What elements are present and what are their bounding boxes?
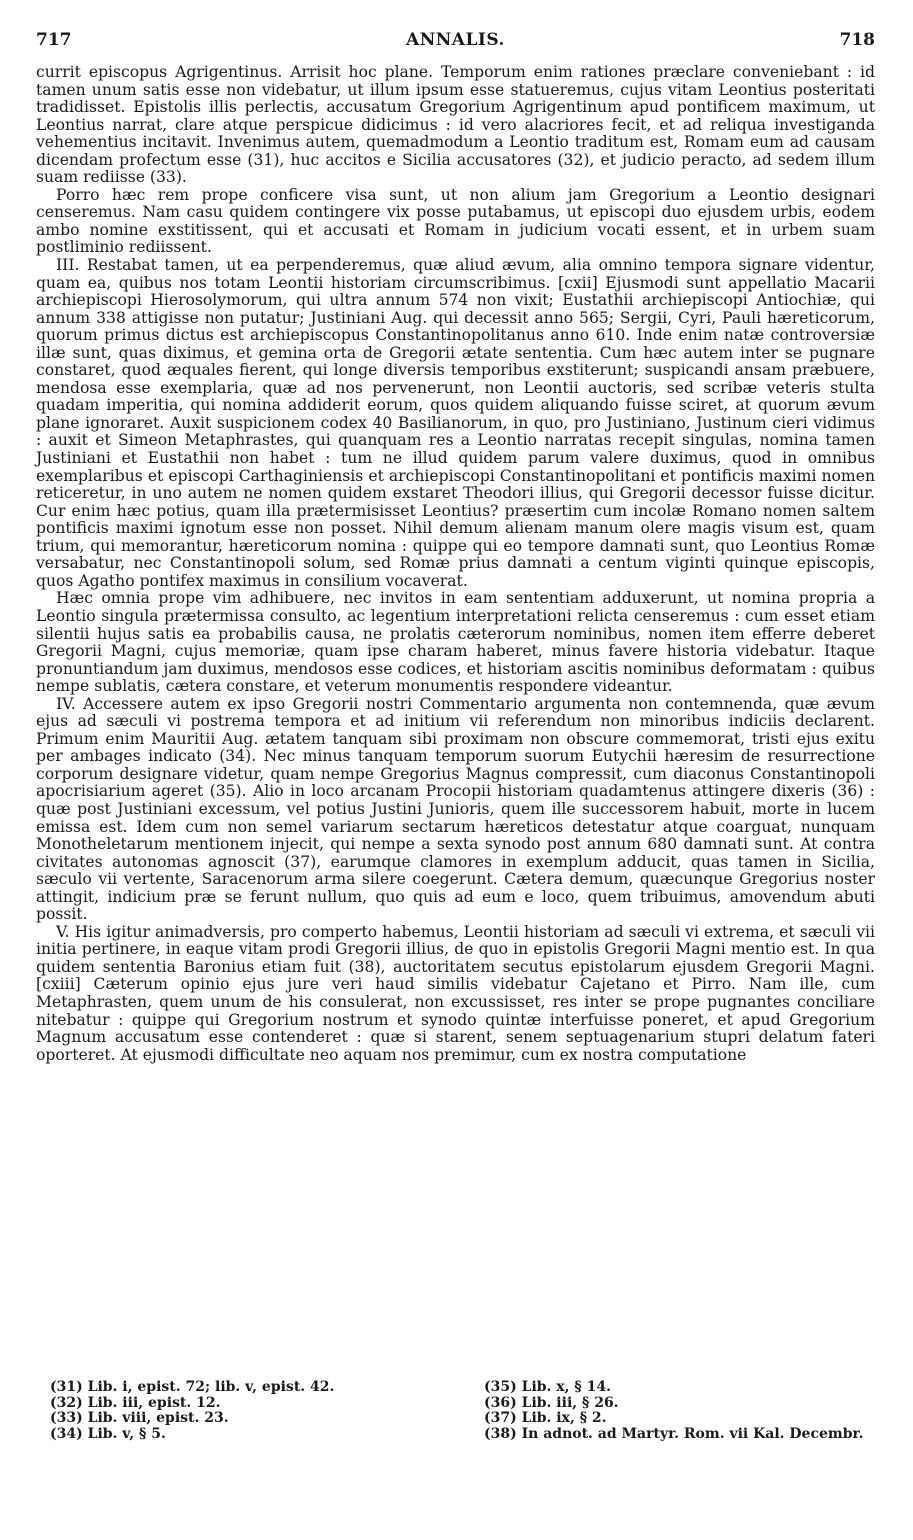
footnote-36: (36) Lib. iii, § 26.: [484, 1394, 619, 1411]
page-number-right: 718: [839, 30, 875, 50]
paragraph-continuation: currit episcopus Agrigentinus. Arrisit hoc plane. Temporum enim rationes præclare conveniebant : id tamen unum satis esse non videbatur, ut illum ipsum esse statueremus, cujus vitam Leontius posteritati tradidisset. Epistolis illis perlectis, accusatum Gregorium Agrigentinum apud pontificem maximum, ut Leontius narrat, clare atque perspicue didicimus : id vero alacriores fecit, et ad reliqua investiganda vehementius incitavit. Invenimus autem, quemadmodum a Leontio traditum est, Romam eum ad causam dicendam profectum esse (31), huc accitos e Sicilia accusatores (32), et judicio peracto, ad sedem illum suam rediisse (33).: [36, 63, 875, 187]
footnote-35: (35) Lib. x, § 14.: [484, 1379, 611, 1395]
footnote-38: (38) In adnot. ad Martyr. Rom. vii Kal. Decembr.: [484, 1425, 864, 1442]
footnote-33: (33) Lib. viii, epist. 23.: [50, 1410, 229, 1427]
running-title: ANNALIS.: [406, 30, 505, 50]
paragraph-section-3: III. Restabat tamen, ut ea perpenderemus, quæ aliud ævum, alia omnino tempora signare videntur, quam ea, quibus nos totam Leontii historiam circumscribimus. [cxii] Ejusmodi sunt appellatio Macarii archiepiscopi Hierosolymorum, qui ultra annum 574 non vixit; Eustathii archiepiscopi Antiochiæ, qui annum 338 attigisse non putatur; Justiniani Aug. qui decessit anno 565; Sergii, Cyri, Pauli hæreticorum, quorum primus dictus est archiepiscopus Constantinopolitanus anno 610. Inde enim natæ controversiæ illæ sunt, quas diximus, et gemina orta de Gregorii ætate sententia. Cum hæc autem inter se pugnare constaret, quod æquales fierent, qui longe diversis temporibus exstiterunt; suspicandi ansam præbuere, mendosa esse exemplaria, quæ ad nos pervenerunt, non Leontii auctoris, sed scribæ veteris stulta quadam imperitia, qui nomina addiderit eorum, quos quidem aliquando fuisse sciret, at quorum ævum plane ignoraret. Auxit suspicionem codex 40 Basilianorum, in quo, pro Justiniano, Justinum cieri vidimus : auxit et Simeon Metaphrastes, qui quanquam res a Leontio narratas recepit singulas, nomina tamen Justiniani et Eustathii non habet : tum ne illud quidem parum valere duximus, quod in omnibus exemplaribus et episcopi Carthaginiensis et archiepiscopi Constantinopolitani et pontificis maximi nomen reticeretur, in uno autem ne nomen quidem exstaret Theodori illius, qui Gregorii decessor fuisse dicitur. Cur enim hæc potius, quam illa prætermisisset Leontius? præsertim cum incolæ Romano nomen saltem pontificis maximi ignotum esse non posset. Nihil demum alienam manum olere magis visum est, quam trium, qui memorantur, hæreticorum nomina : quippe qui eo tempore damnati sunt, quo Leontius Romæ versabatur, nec Constantinopoli solum, sed Romæ prius damnati a centum viginti quinque episcopis, quos Agatho pontifex maximus in consilium vocaverat.: [36, 256, 875, 590]
footnote-32: (32) Lib. iii, epist. 12.: [50, 1394, 221, 1411]
footnotes-right-column: [484, 1380, 894, 1442]
footnote-31: (31) Lib. i, epist. 72; lib. v, epist. 42.: [50, 1379, 335, 1395]
footnote-34: (34) Lib. v, § 5.: [50, 1425, 166, 1442]
page-number-left: 717: [36, 30, 72, 50]
footnote-37: (37) Lib. ix, § 2.: [484, 1410, 607, 1427]
paragraph: Hæc omnia prope vim adhibuere, nec invitos in eam sententiam adduxerunt, ut nomina propria a Leontio singula prætermissa consulto, ac legentium interpretationi relicta censeremus : cum esset etiam silentii hujus satis ea probabilis causa, ne prolatis cæterorum nominibus, nomen item efferre deberet Gregorii Magni, cujus memoriæ, quam ipse charam haberet, minus favere historia videbatur. Itaque pronuntiandum jam duximus, mendosos esse codices, et historiam ascitis nominibus deformatam : quibus nempe sublatis, cætera constare, et veterum monumentis respondere videantur.: [36, 589, 875, 696]
body-text: [36, 64, 875, 1064]
paragraph-section-5: V. His igitur animadversis, pro comperto habemus, Leontii historiam ad sæculi vi extrema, et sæculi vii initia pertinere, in eaque vitam prodi Gregorii illius, de quo in epistolis Gregorii Magni mentio est. In qua quidem sententia Baronius etiam fuit (38), auctoritatem secutus epistolarum ejusdem Gregorii Magni. [cxiii] Cæterum opinio ejus jure veri haud similis videbatur Cajetano et Pirro. Nam ille, cum Metaphrasten, quem unum de his consulerat, non excussisset, res inter se prope pugnantes conciliare nitebatur : quippe qui Gregorium nostrum et synodo quintæ interfuisse poneret, et apud Gregorium Magnum accusatum esse contenderet : quæ si starent, senem septuagenarium stupri delatum fateri oporteret. At ejusmodi difficultate neo aquam nos premimur, cum ex nostra computatione: [36, 922, 875, 1064]
page-header: [36, 30, 875, 58]
paragraph: Porro hæc rem prope conficere visa sunt, ut non alium jam Gregorium a Leontio designari censeremus. Nam casu quidem contingere vix posse putabamus, ut episcopi duo ejusdem urbis, eodem ambo nomine exstitissent, qui et accusati et Romam in judicium vocati essent, et in urbem suam postliminio rediissent.: [36, 185, 875, 257]
footnotes-left-column: [50, 1380, 460, 1442]
paragraph-section-4: IV. Accessere autem ex ipso Gregorii nostri Commentario argumenta non contemnenda, quæ ævum ejus ad sæculi vi postrema tempora et ad initium vii referendum non minoribus indiciis declarent. Primum enim Mauritii Aug. ætatem tanquam sibi proximam non obscure commemorat, tristi ejus exitu per ambages indicato (34). Nec minus tanquam temporum suorum Eutychii hæresim de resurrectione corporum designare videtur, quam nempe Gregorius Magnus compressit, cum diaconus Constantinopoli apocrisiarium ageret (35). Alio in loco arcanam Procopii historiam quadamtenus attingere dixeris (36) : quæ post Justiniani excessum, vel potius Justini Junioris, quem ille successorem habuit, morte in lucem emissa est. Idem cum non semel variarum sectarum hæreticos detestatur atque coarguat, nunquam Monotheletarum mentionem injecit, qui nempe a sexta synodo post annum 680 damnati sunt. At contra civitates autonomas agnoscit (37), earumque clamores in exemplum adducit, quas tamen in Sicilia, sæculo vii vertente, Saracenorum arma silere coegerunt. Cætera demum, quæcunque Gregorius noster attingit, indicium præ se ferunt nullum, quo quis ad eum e loco, quem tribuimus, amovendum abuti possit.: [36, 694, 875, 924]
